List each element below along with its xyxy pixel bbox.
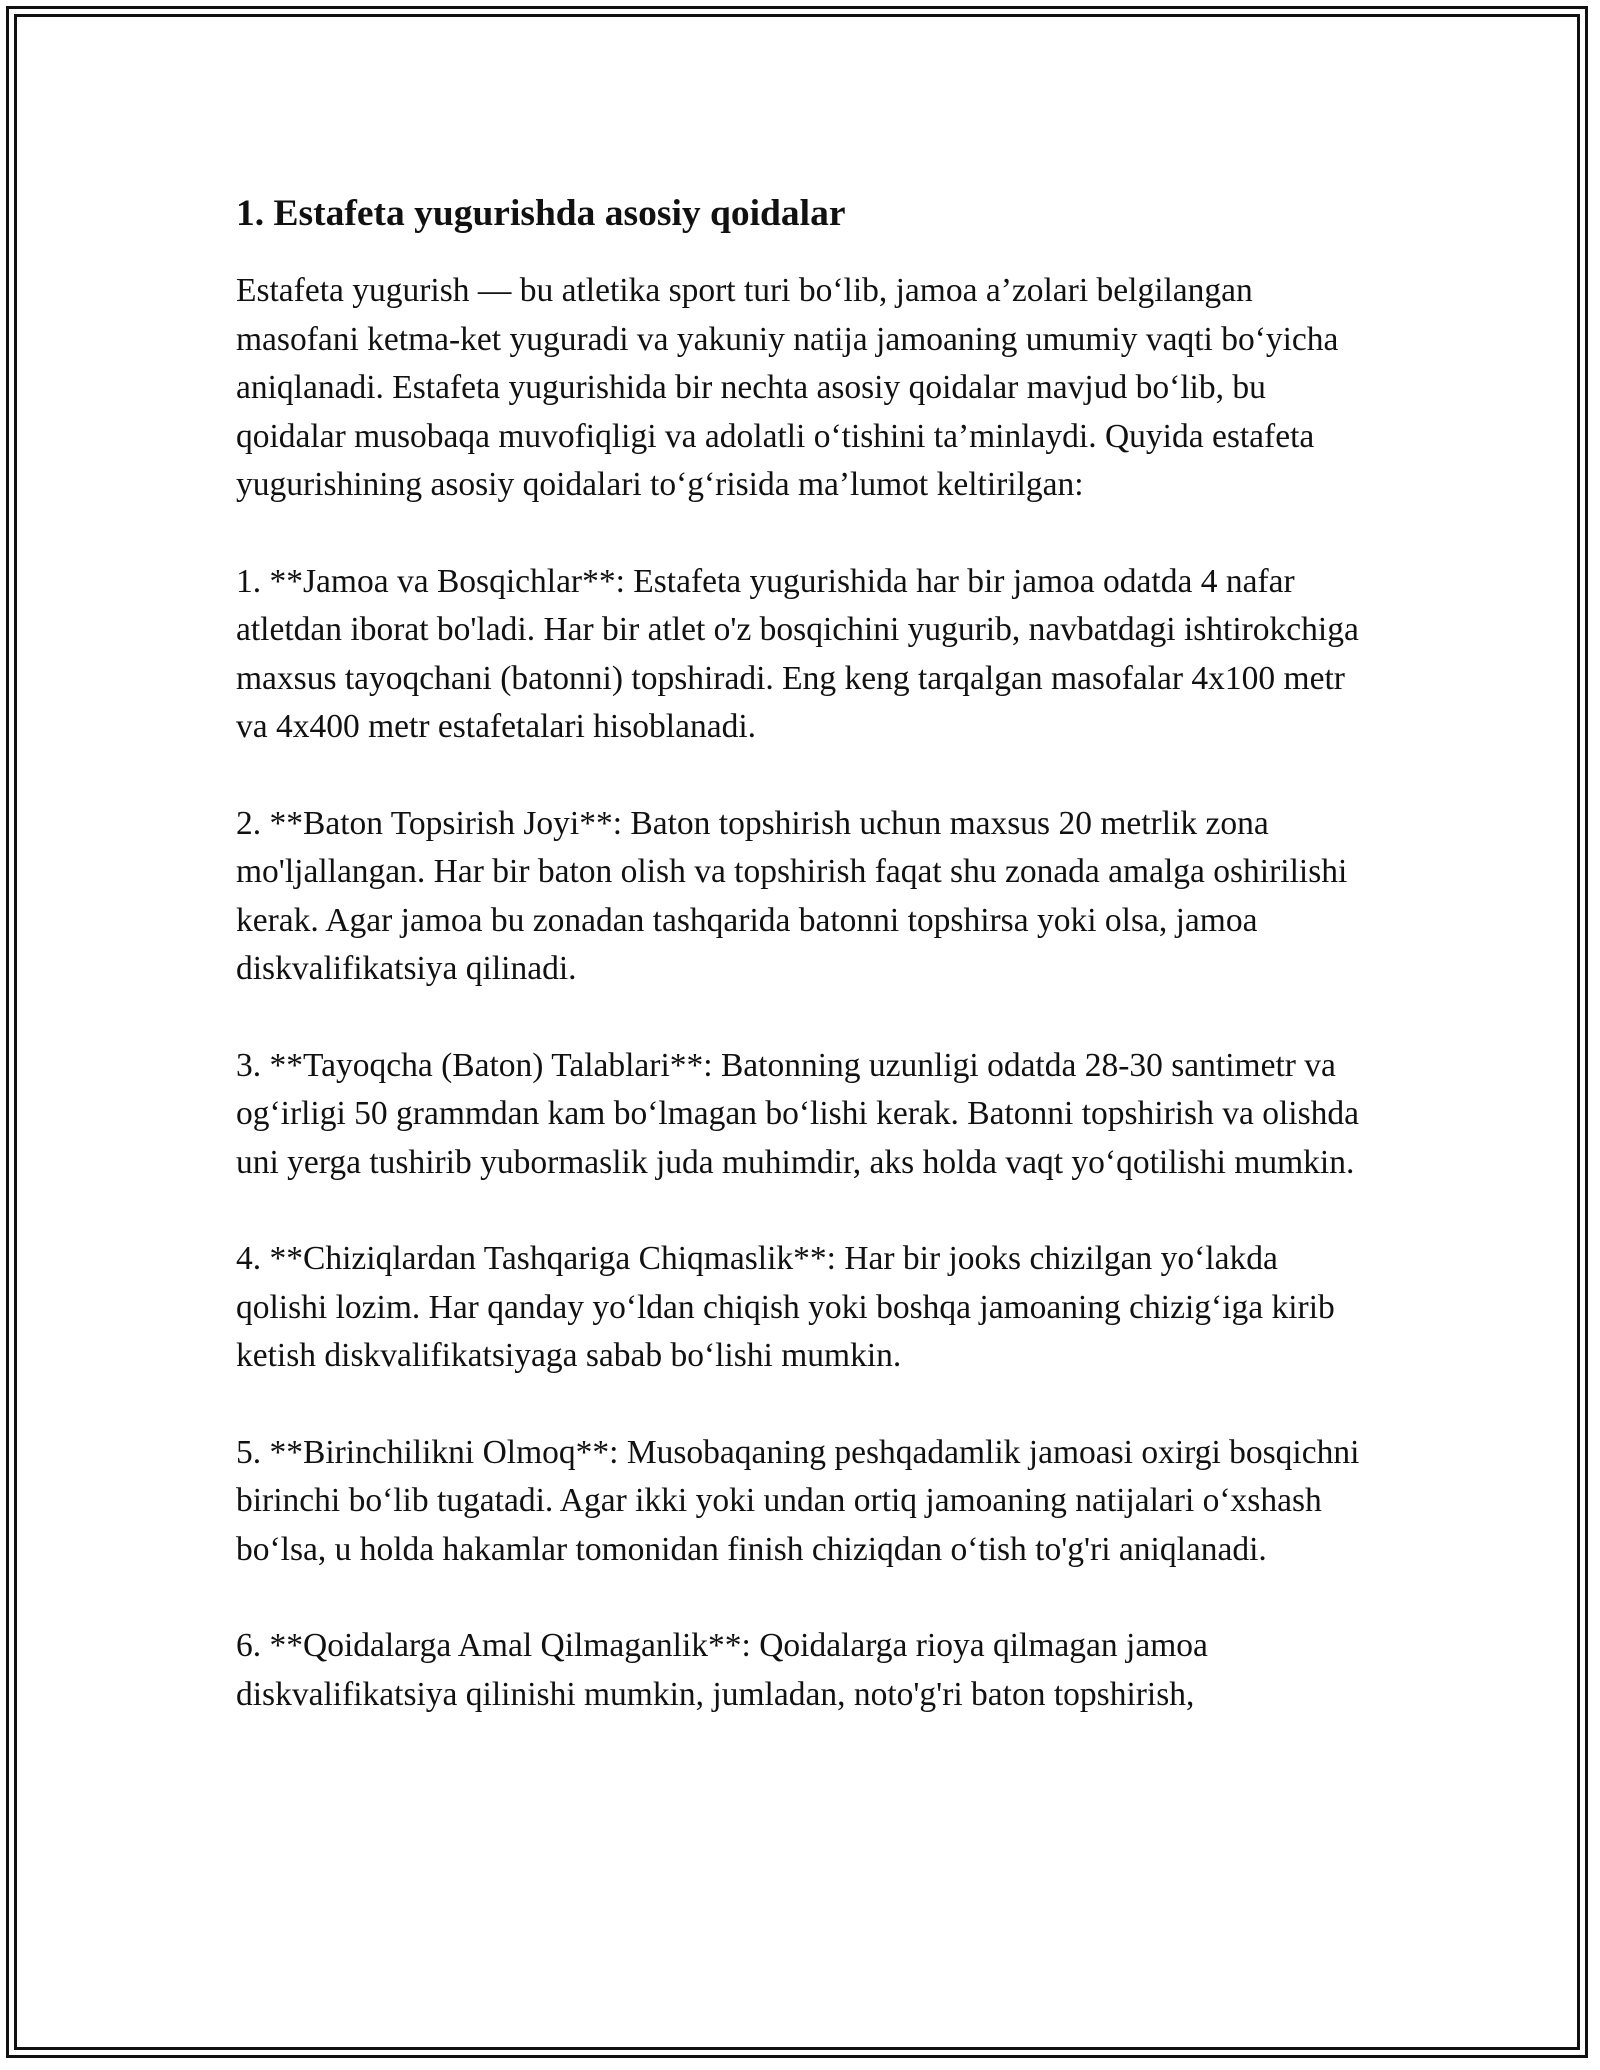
rule-paragraph-5: 5. **Birinchilikni Olmoq**: Musobaqaning peshqadamlik jamoasi oxirgi bosqichni birinchi bo‘lib tugatadi. Agar ikki yoki undan ortiq jamoaning natijalari o‘xshash bo‘lsa, u holda hakamlar tomonidan finish chiziqdan o‘tish to'g'ri aniqlanadi. [236, 1433, 1360, 1568]
rule-paragraph-3: 3. **Tayoqcha (Baton) Talablari**: Batonning uzunligi odatda 28-30 santimetr va og‘irligi 50 grammdan kam bo‘lmagan bo‘lishi kerak. Batonni topshirish va olishda uni yerga tushirib yubormaslik juda muhimdir, aks holda vaqt yo‘qotilishi mumkin. [236, 1046, 1359, 1181]
intro-paragraph: Estafeta yugurish — bu atletika sport turi bo‘lib, jamoa a’zolari belgilangan masofani ketma-ket yuguradi va yakuniy natija jamoaning umumiy vaqti bo‘yicha aniqlanadi. Estafeta yugurishida bir nechta asosiy qoidalar mavjud bo‘lib, bu qoidalar musobaqa muvofiqligi va adolatli o‘tishini ta’minlaydi. Quyida estafeta yugurishining asosiy qoidalari to‘g‘risida ma’lumot keltirilgan: [236, 272, 1339, 503]
document-body [236, 186, 1376, 1767]
section-heading: 1. Estafeta yugurishda asosiy qoidalar [236, 193, 846, 234]
rule-paragraph-2: 2. **Baton Topsirish Joyi**: Baton topshirish uchun maxsus 20 metrlik zona mo'ljallangan. Har bir baton olish va topshirish faqat shu zonada amalga oshirilishi kerak. Agar jamoa bu zonadan tashqarida batonni topshirsa yoki olsa, jamoa diskvalifikatsiya qilinadi. [236, 804, 1348, 987]
rule-paragraph-1: 1. **Jamoa va Bosqichlar**: Estafeta yugurishida har bir jamoa odatda 4 nafar atletdan iborat bo'ladi. Har bir atlet o'z bosqichini yugurib, navbatdagi ishtirokchiga maxsus tayoqchani (batonni) topshiradi. Eng keng tarqalgan masofalar 4x100 metr va 4x400 metr estafetalari hisoblanadi. [236, 562, 1359, 745]
rule-paragraph-4: 4. **Chiziqlardan Tashqariga Chiqmaslik**: Har bir jooks chizilgan yo‘lakda qolishi lozim. Har qanday yo‘ldan chiqish yoki boshqa jamoaning chizig‘iga kirib ketish diskvalifikatsiyaga sabab bo‘lishi mumkin. [236, 1240, 1335, 1374]
rule-paragraph-6: 6. **Qoidalarga Amal Qilmaganlik**: Qoidalarga rioya qilmagan jamoa diskvalifikatsiya qilinishi mumkin, jumladan, noto'g'ri baton topshirish, [236, 1627, 1208, 1713]
